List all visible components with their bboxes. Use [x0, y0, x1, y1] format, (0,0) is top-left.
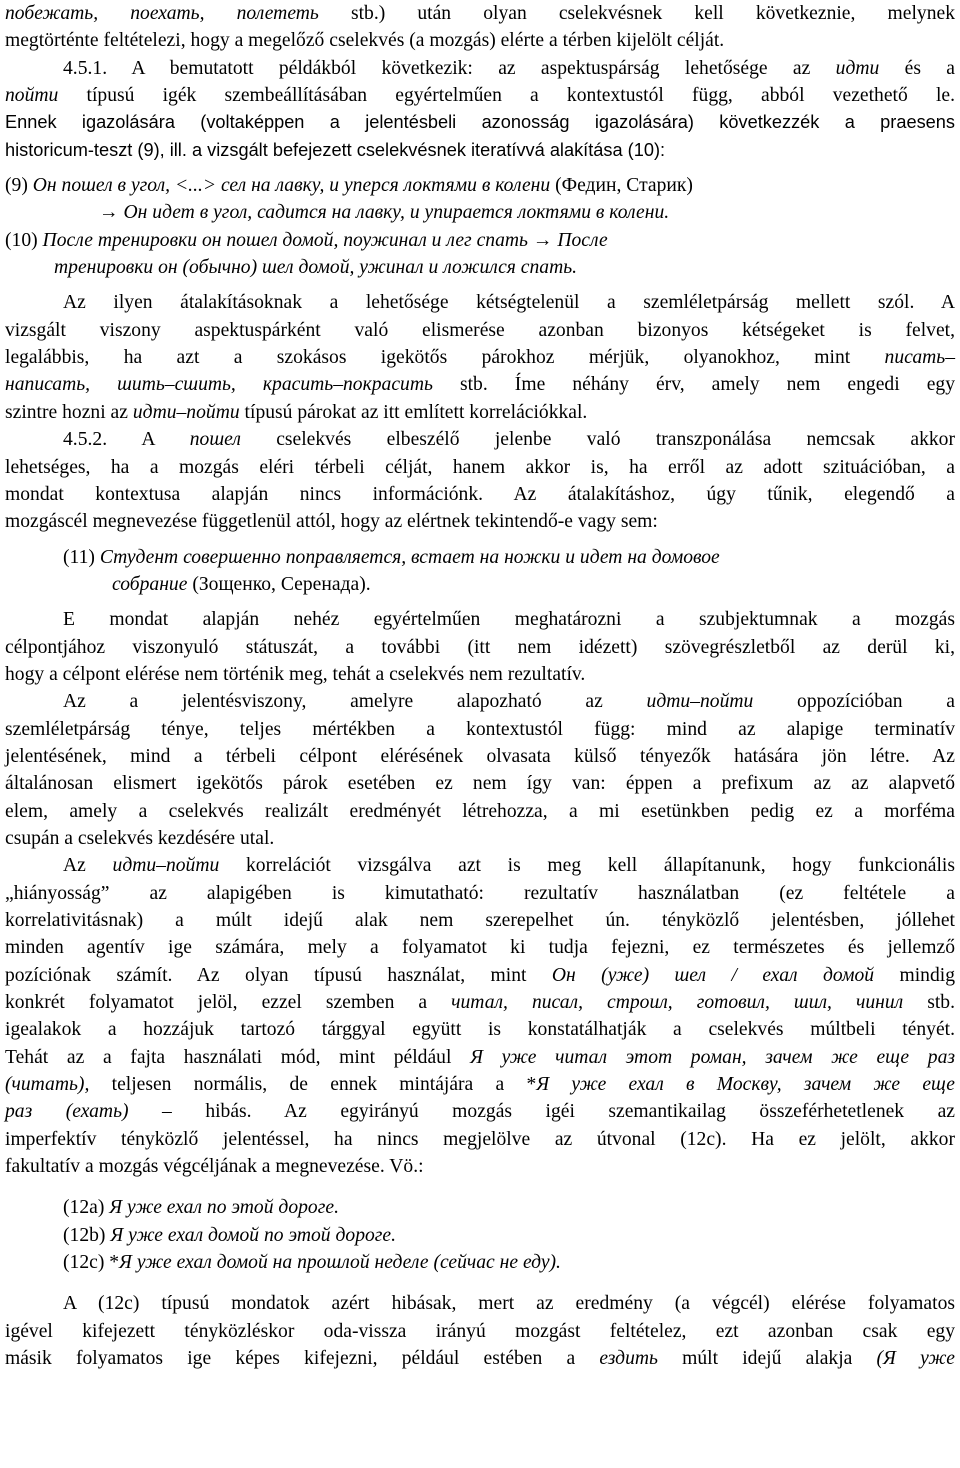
text-line: E mondat alapján nehéz egyértelműen meghatározni a szubjektumnak a mozgás: [63, 609, 955, 631]
russian-text: Студент совершенно поправляется, встает на ножки и идет на домовое: [99, 546, 720, 568]
russian-text: Я уже ехал домой на прошлой неделе (сейчас не еду).: [119, 1252, 561, 1274]
arrow-icon: →: [527, 229, 558, 251]
text-line: csupán a cselekvés kezdésére utal.: [5, 827, 275, 849]
example-line: [5, 254, 955, 281]
russian-text: побежать, поехать, полететь: [5, 3, 319, 24]
text-line: vizsgált viszony aspektuspárként való elismerése azonban bizonyos kétségeket is felvet,: [5, 319, 955, 341]
paragraph: [5, 688, 955, 852]
example-10: [5, 227, 955, 282]
russian-text: (Я уже: [876, 1348, 955, 1370]
paragraph: [5, 55, 955, 164]
example-line: (9) Он пошел в угол, <...> сел на лавку, и уперся локтями в колени (Федин, Старик): [5, 175, 693, 197]
russian-text: идти–пойти: [646, 691, 754, 713]
text-line: szintre hozni az идти–пойти típusú párokat az itt említett korrelációkkal.: [5, 401, 588, 423]
example-line: (10) После тренировки он пошел домой, поужинал и лег спать → После: [5, 229, 608, 251]
russian-text: ездить: [599, 1348, 658, 1370]
russian-text: идти–пойти: [132, 401, 240, 423]
paragraph: [5, 289, 955, 426]
text-line: Az a jelentésviszony, amelyre alapozható az идти–пойти oppozícióban a: [63, 691, 955, 713]
russian-text: Я уже ехал домой по этой дороге.: [110, 1224, 397, 1246]
document-page: [5, 0, 955, 1373]
text-line: пойти típusú igék szembeállításában egyértelműen a kontextustól függ, abból vezethető le.: [5, 85, 955, 107]
example-line: (11) Студент совершенно поправляется, встает на ножки и идет на домовое: [63, 546, 720, 568]
russian-text: читал, писал, строил, готовил, шил, чинил: [451, 992, 904, 1014]
russian-text: написать, шить–сшить, красить–покрасить: [5, 374, 433, 396]
text-line: elem, amely a cselekvés realizált eredményét létrehozza, a mi esetünkben pedig ez a morféma: [5, 800, 955, 822]
paragraph: [5, 426, 955, 535]
example-12: [5, 1194, 955, 1276]
text-line: igealakok a hozzájuk tartozó tárggyal együtt is konstatálhatják a cselekvés múltbeli tényét.: [5, 1019, 955, 1041]
text-line: fakultatív a mozgás végcéljának a megnevezése. Vö.:: [5, 1156, 424, 1178]
russian-text: пошел: [189, 429, 241, 451]
text-line: minden agentív ige számára, mely a folyamatot ki tudja fejezni, ez természetes és jellemző: [5, 937, 955, 959]
example-line: (12c) *Я уже ехал домой на прошлой неделе (сейчас не еду).: [63, 1252, 561, 1274]
text-line: mondat kontextusa alapján nincs információnk. Az átalakításhoz, úgy tűnik, elegendő a: [5, 483, 955, 505]
paragraph: [5, 606, 955, 688]
russian-text: раз (ехать): [5, 1101, 129, 1123]
text-line: lehetséges, ha a mozgás eléri térbeli célját, hanem akkor is, ha erről az adott szituációban, a: [5, 456, 955, 478]
text-line: megtörténte feltételezi, hogy a megelőző cselekvés (a mozgás) elérte a térben kijelölt célját.: [5, 30, 725, 52]
example-line: (12b) Я уже ехал домой по этой дороге.: [63, 1224, 397, 1246]
russian-text: идти: [835, 57, 880, 79]
text-line: Ennek igazolására (voltaképpen a jelentésbeli azonosság igazolására) következzék a praesens: [5, 112, 955, 133]
text-line: konkrét folyamatot jelöl, ezzel szemben a читал, писал, строил, готовил, шил, чинил stb.: [5, 992, 955, 1014]
text-line: legalábbis, ha azt a szokásos igekötős párokhoz mérjük, olyanokhoz, mint писать–: [5, 347, 955, 369]
example-9: [5, 172, 955, 227]
russian-text: писать–: [884, 347, 955, 369]
text-line: A (12c) típusú mondatok azért hibásak, mert az eredmény (a végcél) elérése folyamatos: [63, 1293, 955, 1315]
text-line: [5, 0, 955, 27]
text-line: mozgáscél megnevezése függetlenül attól, hogy az elértnek tekintendő-e vagy sem:: [5, 511, 658, 533]
russian-text: пойти: [5, 85, 59, 107]
text-line: igével kifejezett tényközléskor oda-vissza irányú mozgást feltételez, ezt azonban csak egy: [5, 1320, 955, 1342]
russian-text: Я уже ехал по этой дороге.: [109, 1197, 339, 1219]
russian-text: После тренировки он пошел домой, поужинал и лег спать: [42, 229, 528, 251]
text-line: pozíciónak számít. Az olyan típusú használat, mint Он (уже) шел / ехал домой mindig: [5, 964, 955, 986]
example-line: (12a) Я уже ехал по этой дороге.: [63, 1197, 339, 1219]
text-line: „hiányosság” az alapigében is kimutatható: rezultatív használatban (ez feltétele a: [5, 882, 955, 904]
example-line: [5, 199, 955, 226]
paragraph: [5, 0, 955, 55]
example-11: [5, 544, 955, 599]
text-line: Tehát az a fajta használati mód, mint például Я уже читал этот роман, зачем же еще раз: [5, 1046, 956, 1068]
text-line: Az ilyen átalakításoknak a lehetősége kétségtelenül a szemléletpárság mellett szól. A: [63, 292, 955, 314]
text-line: imperfektív tényközlő jelentéssel, ha nincs megjelölve az útvonal (12c). Ha ez jelölt, akkor: [5, 1128, 955, 1150]
paragraph: [5, 1290, 955, 1372]
text-line: szemléletpárság ténye, teljes mértékben a kontextustól függ: mind az alapige terminatív: [5, 718, 955, 740]
russian-text: собрание: [112, 573, 188, 595]
text-line: написать, шить–сшить, красить–покрасить stb. Íme néhány érv, amely nem engedi egy: [5, 374, 955, 396]
text-line: korrelativitásnak) a múlt idejű alak nem szerepelhet ún. tényközlő jelentésben, jóllehet: [5, 910, 955, 931]
text-line: hogy a célpont elérése nem történik meg, tehát a cselekvés nem rezultatív.: [5, 663, 586, 685]
text-line: (читать), teljesen normális, de ennek mintájára a *Я уже ехал в Москву, зачем же еще: [5, 1074, 956, 1096]
russian-text: Он (уже) шел / ехал домой: [551, 964, 875, 986]
text-span: stb.) után olyan cselekvésnek kell következnie, melynek: [318, 3, 955, 24]
russian-text: Он пошел в угол, <...> сел на лавку, и уперся локтями в колени: [32, 175, 551, 197]
text-line: 4.5.1. A bemutatott példákból következik: az aspektuspárság lehetősége az идти és a: [63, 57, 955, 79]
text-line: раз (ехать) – hibás. Az egyirányú mozgás igéi szemantikailag összeférhetetlenek az: [5, 1101, 955, 1123]
russian-text: Он идет в угол, садится на лавку, и упирается локтями в колени.: [123, 202, 670, 224]
example-line: собрание (Зощенко, Серенада).: [112, 573, 371, 595]
russian-text: После: [557, 229, 608, 251]
paragraph: [5, 852, 955, 1180]
text-line: jelentésének, mind a térbeli célpont elérésének olvasata külső tényezők hatására jön létre. Az: [5, 745, 955, 767]
text-line: 4.5.2. A пошел cselekvés elbeszélő jelenbe való transzponálása nemcsak akkor: [63, 429, 955, 451]
text-line: Az идти–пойти korrelációt vizsgálva azt is meg kell állapítanunk, hogy funkcionális: [63, 855, 955, 877]
text-line: historicum-teszt (9), ill. a vizsgált befejezett cselekvésnek iteratívvá alakítása (10):: [5, 139, 666, 160]
text-line: célpontjához viszonyuló státuszát, a további (itt nem idézett) szövegrészletből az derül ki,: [5, 636, 955, 658]
russian-text: тренировки он (обычно) шел домой, ужинал и ложился спать.: [54, 257, 578, 279]
russian-text: Я уже читал этот роман, зачем же еще раз: [470, 1046, 956, 1068]
russian-text: (читать),: [5, 1074, 90, 1096]
text-line: általánosan elismert igekötős párok esetében ez nem így van: éppen a prefixum az az alapvető: [5, 773, 955, 795]
text-line: másik folyamatos ige képes kifejezni, például estében a ездить múlt idejű alakja (Я уже: [5, 1348, 955, 1370]
russian-text: Я уже ехал в Москву, зачем же еще: [536, 1074, 956, 1096]
arrow-icon: →: [99, 202, 124, 224]
russian-text: идти–пойти: [112, 855, 220, 877]
